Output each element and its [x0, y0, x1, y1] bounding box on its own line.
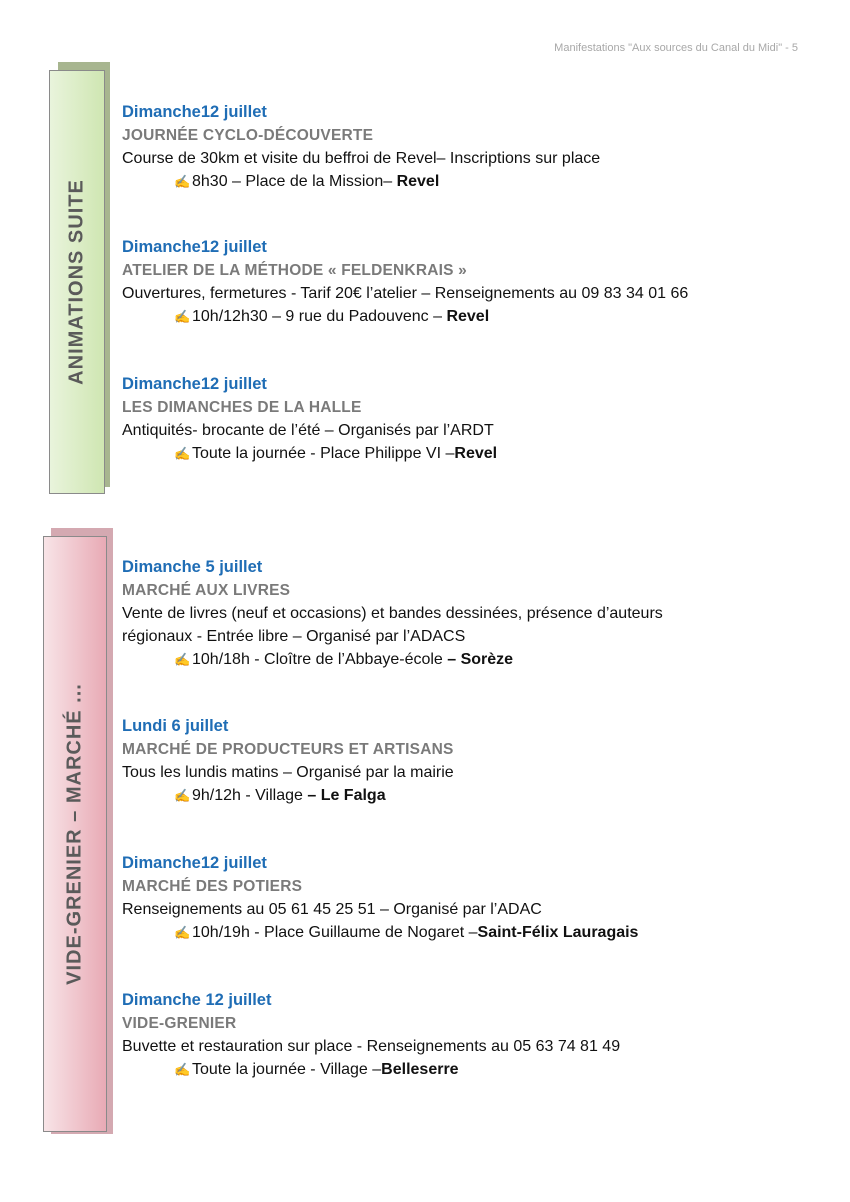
event-description: Ouvertures, fermetures - Tarif 20€ l’atelier – Renseignements au 09 83 34 01 66 [122, 285, 689, 302]
event-description: Vente de livres (neuf et occasions) et bandes dessinées, présence d’auteurs [122, 605, 663, 622]
page-header: Manifestations "Aux sources du Canal du Midi" - 5 [554, 42, 798, 54]
event-title: VIDE-GRENIER [122, 1015, 237, 1032]
event-date: Dimanche12 juillet [122, 375, 267, 393]
event-date: Dimanche12 juillet [122, 854, 267, 872]
event-town: Revel [446, 308, 490, 325]
event-location [122, 648, 822, 671]
event-description: régionaux - Entrée libre – Organisé par l’ADACS [122, 628, 466, 645]
event-town: Revel [396, 173, 440, 190]
event-date: Dimanche 12 juillet [122, 991, 272, 1009]
event-title: MARCHÉ AUX LIVRES [122, 582, 291, 599]
hand-pointer-icon: ✍ [174, 446, 191, 461]
hand-pointer-icon: ✍ [174, 788, 191, 803]
event-item [122, 715, 822, 807]
event-location [122, 921, 822, 944]
section-band-animations [49, 70, 105, 494]
event-time-place: 9h/12h - Village [192, 787, 308, 804]
event-date: Dimanche12 juillet [122, 103, 267, 121]
event-town: Revel [454, 445, 498, 462]
event-item [122, 852, 822, 944]
event-title: MARCHÉ DES POTIERS [122, 878, 303, 895]
section-label: VIDE-GRENIER – MARCHÉ ... [63, 683, 86, 985]
event-description: Tous les lundis matins – Organisé par la mairie [122, 764, 454, 781]
event-town: – Le Falga [307, 787, 386, 804]
event-date: Dimanche 5 juillet [122, 558, 263, 576]
event-town: Saint-Félix Lauragais [477, 924, 639, 941]
event-date: Dimanche12 juillet [122, 238, 267, 256]
event-town: Belleserre [381, 1061, 459, 1078]
event-item [122, 556, 822, 671]
event-time-place: Toute la journée - Village – [192, 1061, 382, 1078]
event-time-place: 8h30 – Place de la Mission– [192, 173, 397, 190]
event-item [122, 989, 822, 1081]
section-label: ANIMATIONS SUITE [65, 179, 88, 385]
event-location [122, 170, 822, 193]
event-location [122, 442, 822, 465]
event-item [122, 373, 822, 465]
event-time-place: 10h/12h30 – 9 rue du Padouvenc – [192, 308, 447, 325]
hand-pointer-icon: ✍ [174, 309, 191, 324]
event-description: Course de 30km et visite du beffroi de Revel– Inscriptions sur place [122, 150, 601, 167]
event-location [122, 1058, 822, 1081]
hand-pointer-icon: ✍ [174, 1062, 191, 1077]
event-title: LES DIMANCHES DE LA HALLE [122, 399, 362, 416]
event-item [122, 236, 822, 328]
event-time-place: Toute la journée - Place Philippe VI – [192, 445, 455, 462]
event-location [122, 784, 822, 807]
event-town: – Sorèze [447, 651, 514, 668]
event-date: Lundi 6 juillet [122, 717, 229, 735]
hand-pointer-icon: ✍ [174, 652, 191, 667]
event-item [122, 101, 822, 193]
event-location [122, 305, 822, 328]
event-time-place: 10h/18h - Cloître de l’Abbaye-école [192, 651, 448, 668]
hand-pointer-icon: ✍ [174, 925, 191, 940]
event-description: Buvette et restauration sur place - Renseignements au 05 63 74 81 49 [122, 1038, 621, 1055]
event-description: Renseignements au 05 61 45 25 51 – Organisé par l’ADAC [122, 901, 542, 918]
event-description: Antiquités- brocante de l’été – Organisés par l’ARDT [122, 422, 494, 439]
event-title: ATELIER DE LA MÉTHODE « FELDENKRAIS » [122, 262, 467, 279]
event-title: MARCHÉ DE PRODUCTEURS ET ARTISANS [122, 741, 454, 758]
event-title: JOURNÉE CYCLO-DÉCOUVERTE [122, 127, 374, 144]
section-band-vide-grenier [43, 536, 107, 1132]
hand-pointer-icon: ✍ [174, 174, 191, 189]
event-time-place: 10h/19h - Place Guillaume de Nogaret – [192, 924, 478, 941]
